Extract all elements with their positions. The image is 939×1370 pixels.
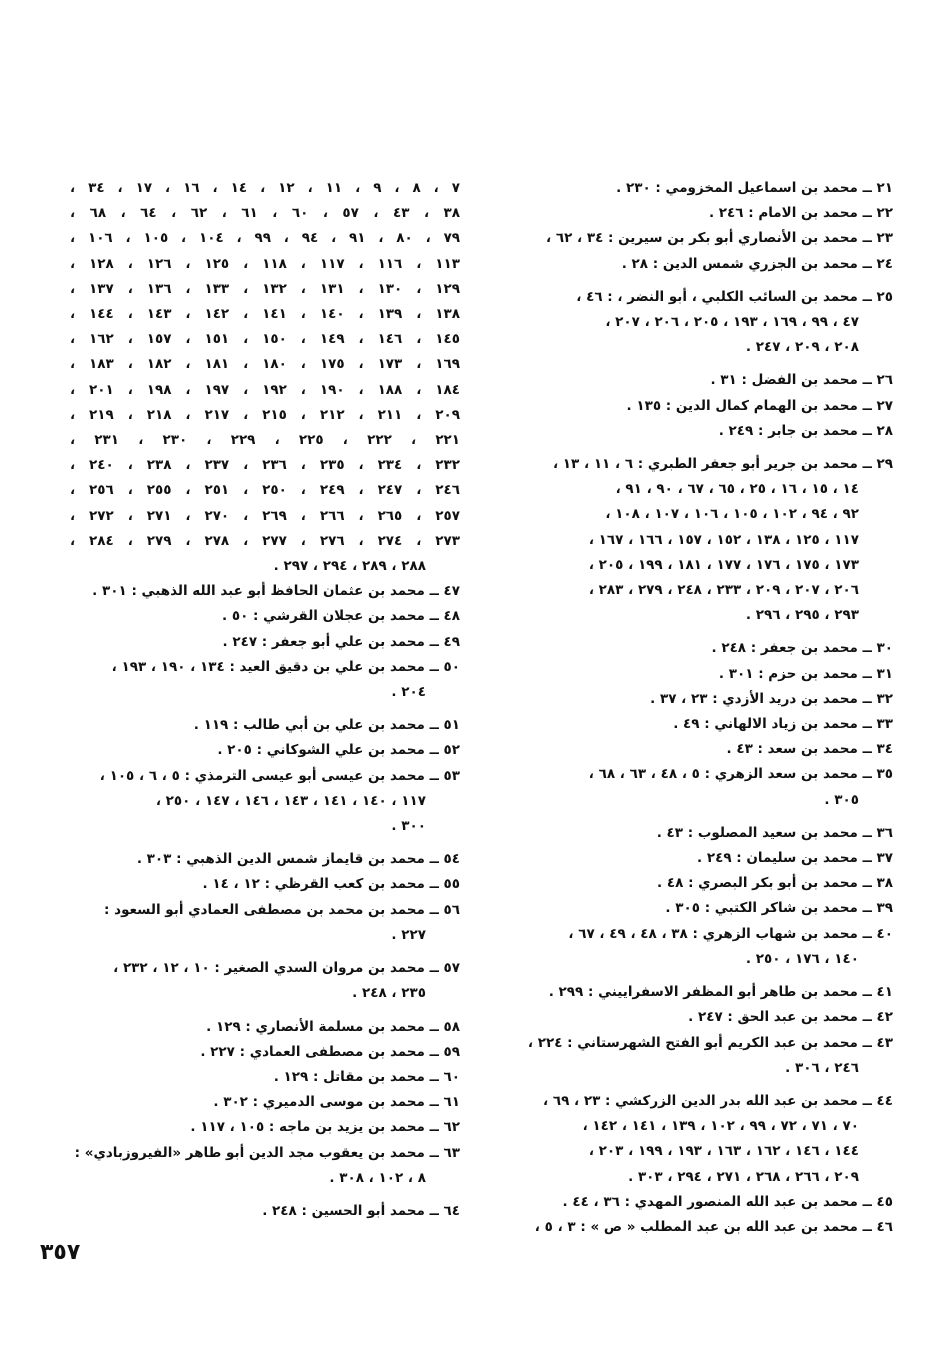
index-entry xyxy=(505,226,893,251)
index-entry-line: ٣٥ ــ محمد بن سعد الزهري : ٥ ، ٤٨ ، ٦٣ ، ٦٨ ، xyxy=(588,766,893,783)
index-entry-line: ٣٩ ــ محمد بن شاكر الكتبي : ٣٠٥ . xyxy=(665,900,893,917)
continuation-line: ١٤٥ ، ١٤٦ ، ١٤٩ ، ١٥٠ ، ١٥١ ، ١٥٧ ، ١٦٢ ، xyxy=(70,331,460,348)
index-entry-line: ٨ ، ١٠٢ ، ٣٠٨ . xyxy=(329,1169,426,1186)
index-entry-line: ٥١ ــ محمد بن علي بن أبي طالب : ١١٩ . xyxy=(193,717,460,734)
continuation-block xyxy=(70,176,460,579)
index-entry-line: ٦٢ ــ محمد بن يزيد بن ماجه : ١٠٥ ، ١١٧ . xyxy=(190,1119,460,1136)
continuation-line: ٧٩ ، ٨٠ ، ٩١ ، ٩٤ ، ٩٩ ، ١٠٤ ، ١٠٥ ، ١٠٦ ، xyxy=(70,230,460,247)
index-entry-line: ٢٧ ــ محمد بن الهمام كمال الدين : ١٣٥ . xyxy=(626,397,893,414)
index-entry-line: ٣٣ ــ محمد بن زياد الالهاني : ٤٩ . xyxy=(673,716,893,733)
continuation-line: ١١٣ ، ١١٦ ، ١١٧ ، ١١٨ ، ١٢٥ ، ١٢٦ ، ١٢٨ ، xyxy=(70,255,460,272)
index-entry-line: ١٤ ، ١٥ ، ١٦ ، ٢٥ ، ٦٥ ، ٦٧ ، ٩٠ ، ٩١ ، xyxy=(615,481,859,498)
index-entry xyxy=(505,662,893,687)
index-entry xyxy=(505,176,893,201)
index-entry xyxy=(70,738,460,763)
index-entry-line: ٥٦ ــ محمد بن محمد بن مصطفى العمادي أبو السعود : xyxy=(104,901,460,918)
index-entry xyxy=(505,1215,893,1240)
index-entry-line: ٢٣٥ ، ٢٤٨ . xyxy=(352,985,426,1002)
continuation-line: ١٢٩ ، ١٣٠ ، ١٣١ ، ١٣٢ ، ١٣٣ ، ١٣٦ ، ١٣٧ ، xyxy=(70,280,460,297)
index-entry-line: ٣٠ ــ محمد بن جعفر : ٢٤٨ . xyxy=(711,640,893,657)
index-entry-line: ٤٠ ــ محمد بن شهاب الزهري : ٣٨ ، ٤٨ ، ٤٩ ، ٦٧ ، xyxy=(568,925,893,942)
continuation-line: ٢٧٣ ، ٢٧٤ ، ٢٧٦ ، ٢٧٧ ، ٢٧٨ ، ٢٧٩ ، ٢٨٤ ، xyxy=(70,532,460,549)
index-entry xyxy=(70,655,460,705)
index-entry xyxy=(505,1031,893,1081)
index-entry xyxy=(505,737,893,762)
index-entry-line: ٣٢ ــ محمد بن دريد الأزدي : ٢٣ ، ٣٧ . xyxy=(650,690,893,707)
index-column-left xyxy=(70,176,460,1224)
index-entry xyxy=(505,1089,893,1190)
index-entry-line: ٥٨ ــ محمد بن مسلمة الأنصاري : ١٢٩ . xyxy=(206,1018,460,1035)
index-entry xyxy=(70,1199,460,1224)
index-entry-line: ٤٧ ــ محمد بن عثمان الحافظ أبو عبد الله الذهبي : ٣٠١ . xyxy=(92,583,460,600)
index-entry-line: ٣٠٥ . xyxy=(824,791,859,808)
page-number: ٣٥٧ xyxy=(40,1240,81,1265)
index-entry xyxy=(505,922,893,972)
continuation-line: ١٨٤ ، ١٨٨ ، ١٩٠ ، ١٩٢ ، ١٩٧ ، ١٩٨ ، ٢٠١ ، xyxy=(70,381,460,398)
index-entry-line: ٥٠ ــ محمد بن علي بن دقيق العيد : ١٣٤ ، ١٩٠ ، ١٩٣ ، xyxy=(111,658,460,675)
index-entry xyxy=(505,252,893,277)
index-entries-left xyxy=(70,579,460,1224)
index-entry-line: ٦٤ ــ محمد أبو الحسين : ٢٤٨ . xyxy=(262,1202,460,1219)
index-entry xyxy=(505,896,893,921)
index-entry-line: ١١٧ ، ١٢٥ ، ١٣٨ ، ١٥٢ ، ١٥٧ ، ١٦٦ ، ١٦٧ ، xyxy=(588,531,859,548)
continuation-line: ١٦٩ ، ١٧٣ ، ١٧٥ ، ١٨٠ ، ١٨١ ، ١٨٢ ، ١٨٣ ، xyxy=(70,356,460,373)
continuation-line: ٧ ، ٨ ، ٩ ، ١١ ، ١٢ ، ١٤ ، ١٦ ، ١٧ ، ٣٤ ، xyxy=(70,180,460,196)
index-entry xyxy=(505,712,893,737)
continuation-line: ١٣٨ ، ١٣٩ ، ١٤٠ ، ١٤١ ، ١٤٢ ، ١٤٣ ، ١٤٤ ، xyxy=(70,306,460,323)
index-entry-line: ٢٩٣ ، ٢٩٥ ، ٢٩٦ . xyxy=(745,607,859,624)
index-entry-line: ٤٦ ــ محمد بن عبد الله بن عبد المطلب « ص » : ٣ ، ٥ ، xyxy=(534,1218,893,1235)
index-entry-line: ١٤٠ ، ١٧٦ ، ٢٥٠ . xyxy=(745,950,859,967)
index-entry-line: ٤٩ ــ محمد بن علي أبو جعفر : ٢٤٧ . xyxy=(222,633,460,650)
index-entry xyxy=(70,713,460,738)
continuation-line: ٣٨ ، ٤٣ ، ٥٧ ، ٦٠ ، ٦١ ، ٦٢ ، ٦٤ ، ٦٨ ، xyxy=(70,205,460,222)
index-entry xyxy=(505,452,893,628)
index-entry xyxy=(70,1040,460,1065)
index-entry-line: ٤٣ ــ محمد بن عبد الكريم أبو الفتح الشهرستاني : ٢٢٤ ، xyxy=(527,1034,893,1051)
index-entry xyxy=(505,821,893,846)
index-entry-line: ١٤٤ ، ١٤٦ ، ١٦٢ ، ١٦٣ ، ١٩٣ ، ١٩٩ ، ٢٠٣ ، xyxy=(588,1143,859,1160)
index-entry xyxy=(70,579,460,604)
index-entry-line: ٤٢ ــ محمد بن عبد الحق : ٢٤٧ . xyxy=(688,1009,893,1026)
continuation-line: ٢٤٦ ، ٢٤٧ ، ٢٤٩ ، ٢٥٠ ، ٢٥١ ، ٢٥٥ ، ٢٥٦ ، xyxy=(70,482,460,499)
index-entry xyxy=(70,630,460,655)
index-entry xyxy=(505,687,893,712)
index-entry-line: ٢٠٦ ، ٢٠٧ ، ٢٠٩ ، ٢٣٣ ، ٢٤٨ ، ٢٧٩ ، ٢٨٣ ، xyxy=(588,582,859,599)
index-entry-line: ٤٨ ــ محمد بن عجلان القرشي : ٥٠ . xyxy=(222,608,460,625)
index-entry-line: ٢٠٩ ، ٢٦٦ ، ٢٦٨ ، ٢٧١ ، ٢٩٤ ، ٣٠٣ . xyxy=(628,1168,859,1185)
index-entry xyxy=(70,1090,460,1115)
index-entry xyxy=(70,847,460,872)
index-entry-line: ٦١ ــ محمد بن موسى الدميري : ٣٠٢ . xyxy=(213,1094,460,1111)
index-entry-line: ٢٩ ــ محمد بن جرير أبو جعفر الطبري : ٦ ، ١١ ، ١٣ ، xyxy=(552,456,893,473)
index-entry-line: ٢٠٤ . xyxy=(391,684,426,701)
index-entry-line: ٢٢٧ . xyxy=(391,926,426,943)
index-entry xyxy=(505,201,893,226)
index-entry-line: ٥٤ ــ محمد بن قايماز شمس الدين الذهبي : ٣٠٣ . xyxy=(136,851,460,868)
index-entry xyxy=(70,1065,460,1090)
index-entry-line: ٢٤ ــ محمد بن الجزري شمس الدين : ٢٨ . xyxy=(621,255,893,272)
index-entry xyxy=(505,762,893,812)
index-entry xyxy=(505,636,893,661)
index-entry-line: ٤٥ ــ محمد بن عبد الله المنصور المهدي : ٣٦ ، ٤٤ . xyxy=(562,1193,893,1210)
index-entry xyxy=(70,1015,460,1040)
index-entry xyxy=(505,285,893,361)
index-entry-line: ٣٠٠ . xyxy=(391,818,426,835)
index-entry-line: ٥٢ ــ محمد بن علي الشوكاني : ٢٠٥ . xyxy=(217,742,460,759)
index-entry-line: ٣٨ ــ محمد بن أبو بكر البصري : ٤٨ . xyxy=(657,875,893,892)
index-entry xyxy=(70,898,460,948)
index-entry xyxy=(505,871,893,896)
index-entry-line: ٢٨ ــ محمد بن جابر : ٢٤٩ . xyxy=(718,422,893,439)
index-entry xyxy=(505,394,893,419)
index-entry-line: ٢٥ ــ محمد بن السائب الكلبي ، أبو النضر ، : ٤٦ ، xyxy=(576,288,893,305)
index-entry-line: ٦٠ ــ محمد بن مقاتل : ١٢٩ . xyxy=(273,1068,460,1085)
index-entry-line: ٥٥ ــ محمد بن كعب القرظي : ١٢ ، ١٤ . xyxy=(202,876,460,893)
index-entry-line: ٦٣ ــ محمد بن يعقوب مجد الدين أبو طاهر «الفيروزبادي» : xyxy=(74,1144,460,1161)
index-entry-line: ٤١ ــ محمد بن طاهر أبو المظفر الاسفراييني : ٢٩٩ . xyxy=(548,984,893,1001)
index-entry-line: ٥٧ ــ محمد بن مروان السدي الصغير : ١٠ ، ١٢ ، ٢٣٢ ، xyxy=(113,960,460,977)
index-entry-line: ١١٧ ، ١٤٠ ، ١٤١ ، ١٤٣ ، ١٤٦ ، ١٤٧ ، ٢٥٠ ، xyxy=(155,792,426,809)
index-entry-line: ٤٧ ، ٩٩ ، ١٦٩ ، ١٩٣ ، ٢٠٥ ، ٢٠٦ ، ٢٠٧ ، xyxy=(605,314,859,331)
index-entry-line: ٩٢ ، ٩٤ ، ١٠٢ ، ١٠٥ ، ١٠٦ ، ١٠٧ ، ١٠٨ ، xyxy=(605,506,859,523)
index-entry-line: ٣٦ ــ محمد بن سعيد المصلوب : ٤٣ . xyxy=(656,824,893,841)
index-entry xyxy=(70,764,460,840)
continuation-line: ٢٥٧ ، ٢٦٥ ، ٢٦٦ ، ٢٦٩ ، ٢٧٠ ، ٢٧١ ، ٢٧٢ ، xyxy=(70,507,460,524)
index-entry-line: ٥٩ ــ محمد بن مصطفى العمادي : ٢٢٧ . xyxy=(200,1043,460,1060)
index-entry-line: ٢٤٦ ، ٣٠٦ . xyxy=(785,1059,859,1076)
index-entry xyxy=(505,368,893,393)
index-entry-line: ١٧٣ ، ١٧٥ ، ١٧٦ ، ١٧٧ ، ١٨١ ، ١٩٩ ، ٢٠٥ ، xyxy=(588,556,859,573)
index-entry xyxy=(505,980,893,1005)
index-entry-line: ٢٣ ــ محمد بن الأنصاري أبو بكر بن سيرين : ٣٤ ، ٦٢ ، xyxy=(546,230,893,247)
continuation-line: ٢٠٩ ، ٢١١ ، ٢١٢ ، ٢١٥ ، ٢١٧ ، ٢١٨ ، ٢١٩ ، xyxy=(70,406,460,423)
continuation-line: ٢٨٨ ، ٢٨٩ ، ٢٩٤ ، ٢٩٧ . xyxy=(273,558,426,575)
index-entry-line: ٣٧ ــ محمد بن سليمان : ٢٤٩ . xyxy=(697,850,893,867)
continuation-line: ٢٣٢ ، ٢٣٤ ، ٢٣٥ ، ٢٣٦ ، ٢٣٧ ، ٢٣٨ ، ٢٤٠ ، xyxy=(70,457,460,474)
index-entry-line: ٣١ ــ محمد بن حزم : ٣٠١ . xyxy=(718,665,893,682)
index-entry-line: ٣٤ ــ محمد بن سعد : ٤٣ . xyxy=(726,741,893,758)
index-entry-line: ٢٢ ــ محمد بن الامام : ٢٤٦ . xyxy=(708,205,893,222)
index-entry-line: ٥٣ ــ محمد بن عيسى أبو عيسى الترمذي : ٥ ، ٦ ، ١٠٥ ، xyxy=(99,767,460,784)
index-entry-line: ٤٤ ــ محمد بن عبد الله بدر الدين الزركشي : ٢٣ ، ٦٩ ، xyxy=(543,1092,893,1109)
continuation-line: ٢٢١ ، ٢٢٢ ، ٢٢٥ ، ٢٢٩ ، ٢٣٠ ، ٢٣١ ، xyxy=(70,432,460,449)
index-entry xyxy=(505,846,893,871)
index-entry xyxy=(70,604,460,629)
index-entry-line: ٢١ ــ محمد بن اسماعيل المخزومي : ٢٣٠ . xyxy=(616,180,893,196)
index-entry xyxy=(70,1141,460,1191)
index-entry xyxy=(505,419,893,444)
index-entry-line: ٧٠ ، ٧١ ، ٧٢ ، ٩٩ ، ١٠٢ ، ١٣٩ ، ١٤١ ، ١٤٢ ، xyxy=(582,1118,859,1135)
index-entry xyxy=(505,1005,893,1030)
index-column-right xyxy=(505,176,893,1240)
index-entry-line: ٢٦ ــ محمد بن الفضل : ٣١ . xyxy=(710,372,893,389)
index-entry-line: ٢٠٨ ، ٢٠٩ ، ٢٤٧ . xyxy=(745,339,859,356)
index-entry xyxy=(70,872,460,897)
index-entry xyxy=(505,1190,893,1215)
index-entry xyxy=(70,956,460,1006)
index-entry xyxy=(70,1115,460,1140)
